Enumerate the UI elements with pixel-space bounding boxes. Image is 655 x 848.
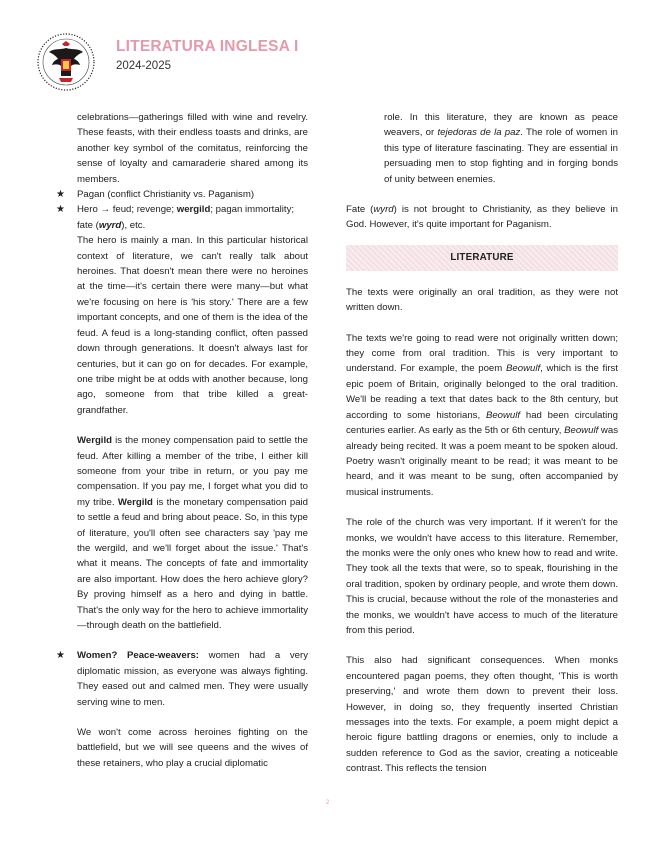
star-bullet-icon: ★	[56, 204, 65, 216]
list-item-hero	[56, 202, 308, 233]
paragraph-heroines: We won't come across heroines fighting on the battlefield, but we will see queens and the wives of these retainers, who play a crucial diplomatic	[77, 727, 308, 769]
list-item-pagan	[56, 187, 308, 202]
paragraph-wergild: Wergild is the money compensation paid to settle the feud. After killing a member of the tribe, I either kill someone from your tribe in return, or you pay me compensation. If you pay me, I forget what you did to my tribe. Wergild is the monetary compensation paid to settle a feud and bring about peace. So, in this type of literature, you'll often see characters say 'pay me the wergild, and we'll forget about the issue.' That's what it means. The concepts of fate and immortality are also important. How does the hero achieve glory? By proving himself as a hero and dying in battle. That's the only way for the hero to achieve immortality—through death on the battlefield.	[77, 435, 309, 631]
star-bullet-icon: ★	[56, 650, 65, 662]
page-header	[36, 22, 636, 92]
paragraph-feasts: celebrations—gatherings filled with wine and revelry. These feasts, with their endless toasts and drinks, are another key symbol of the comitatus, reinforcing the sense of loyalty and camaraderie shared among its members.	[77, 112, 308, 185]
paragraph-consequences: This also had significant consequences. When monks encountered pagan poems, they often thought, 'This is worth preserving,' and wrote them down to prevent their loss. However, in doing so, they frequently inserted Christian messages into the texts. For example, a poem might depict a heroic figure battling dragons or enemies, only to include a sudden reference to God as the savior, creating a noticeable contrast. This reflects the tension	[346, 655, 618, 775]
bullet-text: ), etc.	[121, 219, 146, 231]
bullet-text: Hero → feud; revenge;	[77, 204, 177, 216]
paragraph-beowulf: The texts we're going to read were not originally written down; they come from oral tradition. This is very important to understand. For example, the poem Beowulf, which is the first epic poem of Britain, originally belonged to the oral tradition. We'll be reading a text that dates back to the 8th century, but according to some historians, Beowulf had been circulating centuries earlier. As early as the 5th or 6th century, Beowulf was already being recited. It was a poem meant to be spoken aloud. Poetry wasn't originally meant to be read; it was meant to be heard, and it was meant to be sung, often accompanied by musical instruments.	[346, 332, 618, 498]
title-beowulf: Beowulf	[564, 425, 599, 437]
bullet-text: Pagan (conflict Christianity vs. Paganism)	[77, 189, 255, 201]
course-year: 2024-2025	[116, 60, 171, 72]
term-wyrd: wyrd	[98, 219, 122, 231]
bullet-text: ; pagan immortality; fate (	[77, 204, 295, 231]
term-wyrd: wyrd	[373, 204, 394, 216]
paragraph-oral-tradition: The texts were originally an oral tradition, as they were not written down.	[346, 286, 618, 314]
term-wergild: Wergild	[77, 435, 113, 447]
page-number: 2	[325, 800, 330, 806]
star-bullet-icon: ★	[56, 189, 65, 201]
right-column	[346, 110, 618, 777]
paragraph-peace-weavers: role. In this literature, they are known as peace weavers, or tejedoras de la paz. The role of women in this type of literature fascinating. They are essential in persuading men to stop fighting and in forging bonds of unity between enemies.	[384, 112, 618, 185]
term-tejedoras: tejedoras de la paz	[437, 127, 521, 139]
paragraph-church: The role of the church was very important. If it weren't for the monks, we wouldn't have access to this literature. Remember, the monks were the only ones who knew how to read and write. They took all the texts that were, so to speak, flourishing in the oral tradition, spoken by ordinary people, and wrote them down. This is crucial, because without the role of the monasteries and the monks, we wouldn't have access to much of the literature from this period.	[346, 517, 618, 636]
paragraph-fate: Fate (wyrd) is not brought to Christianity, as they believe in God. However, it's quite important for Paganism.	[346, 204, 618, 231]
term-peace-weavers: Women? Peace-weavers:	[77, 650, 199, 662]
section-heading: LITERATURE	[346, 245, 618, 271]
term-wergild: Wergild	[117, 496, 153, 508]
list-item-women: ★ Women? Peace-weavers: women had a very diplomatic mission, as everyone was always fighting. They eased out and calmed men. They were usually serving wine to men.	[56, 650, 309, 708]
paragraph-hero: The hero is mainly a man. In this particular historical context of literature, we can't really talk about heroines. That doesn't mean there were no heroines at the time—it's certain there were many—but what we're focusing on here is 'his story.' There are a few important concepts, and one of them is the idea of the feud. A feud is a long-standing conflict, often passed down through generations. It doesn't always last for centuries, but it can go on for decades. For example, one tribe might be at odds with another because, long ago, someone from that tribe killed a great-grandfather.	[77, 235, 308, 416]
university-seal-icon	[36, 32, 96, 92]
title-beowulf: Beowulf	[506, 363, 541, 375]
left-column	[56, 110, 308, 771]
course-title: LITERATURA INGLESA I	[116, 38, 299, 55]
term-wergild: wergild	[176, 204, 211, 216]
title-beowulf: Beowulf	[485, 409, 521, 421]
